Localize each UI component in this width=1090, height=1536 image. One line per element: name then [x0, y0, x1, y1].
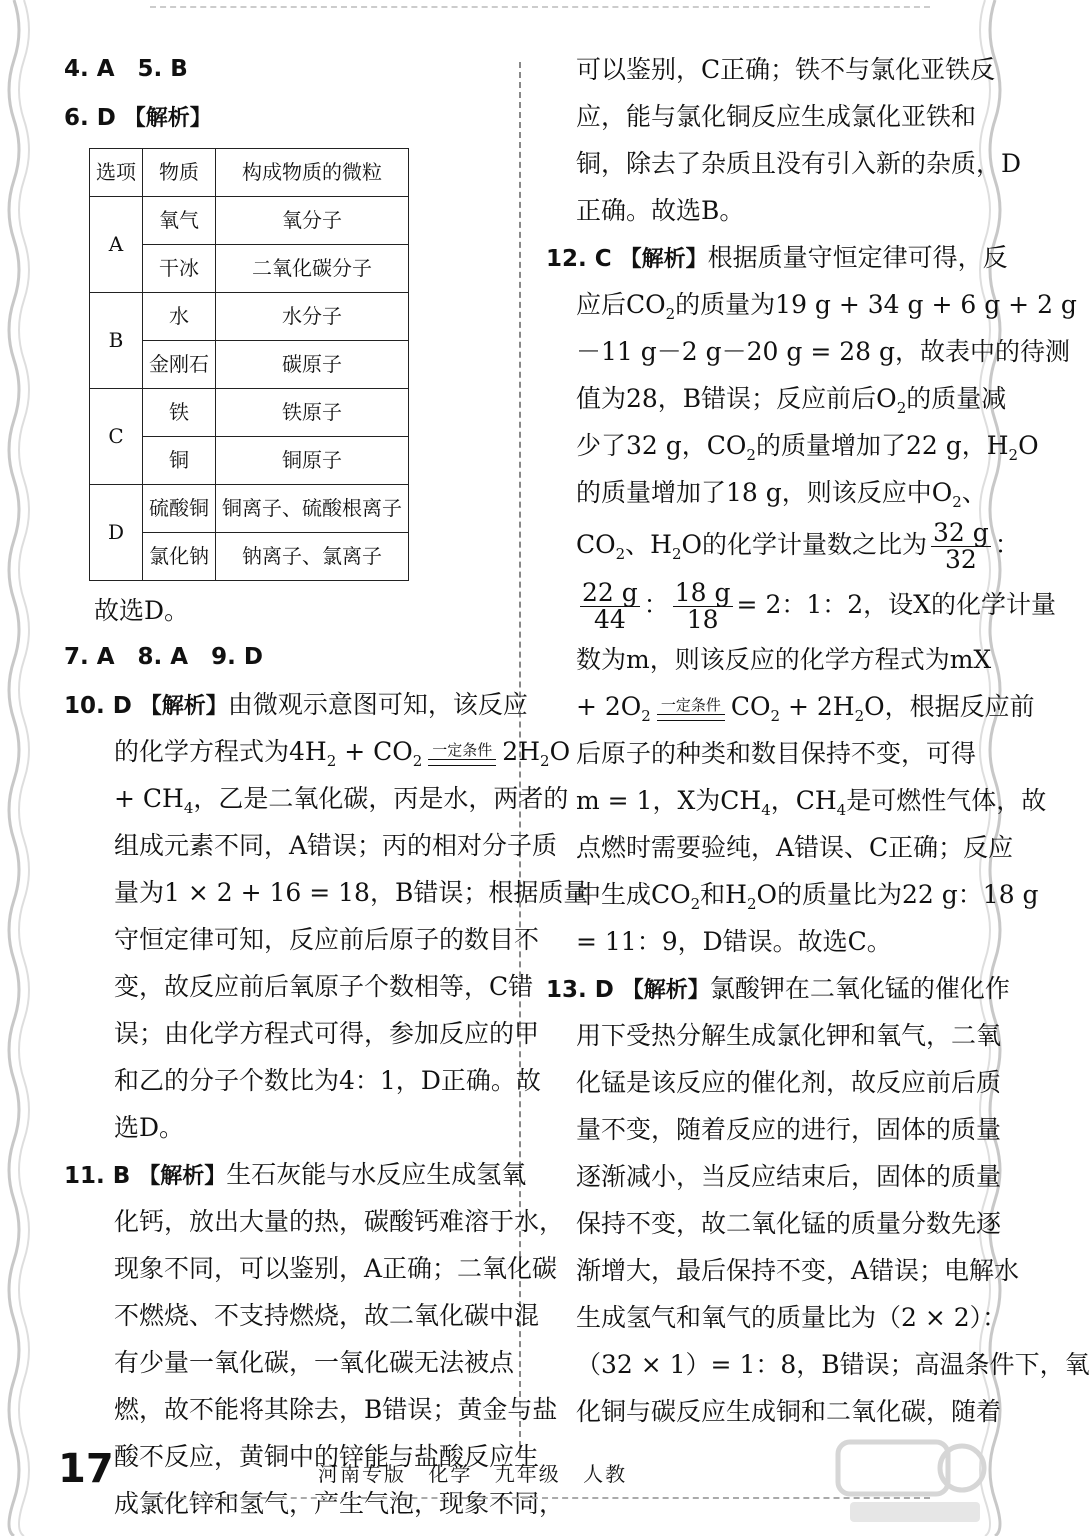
question-13-body — [546, 1012, 1090, 1435]
ratio-colon: ： — [643, 590, 669, 619]
equals-sign — [428, 759, 496, 766]
ratio-line — [546, 516, 1020, 574]
text-line: 用下受热分解生成氯化钾和氧气，二氧 — [576, 1021, 1002, 1050]
text-part: O的化学计量数之比为 — [681, 530, 928, 559]
text-part: 的质量增加了18 g，则该反应中O — [576, 478, 953, 507]
text-line: 有少量一氧化碳，一氧化碳无法被点 — [114, 1348, 515, 1377]
table-cell: 水分子 — [216, 293, 409, 341]
text-part: 的质量为19 g + 34 g + 6 g + 2 g — [675, 290, 1077, 319]
analysis-text: 氯酸钾在二氧化锰的催化作 — [709, 974, 1010, 1003]
table-cell: 铜原子 — [216, 437, 409, 485]
table-cell: 铁原子 — [216, 389, 409, 437]
text-part: 、H — [625, 530, 672, 559]
text-line — [546, 422, 1039, 469]
table-cell: 碳原子 — [216, 341, 409, 389]
subscript: 2 — [671, 545, 682, 563]
text-line: 成氯化锌和氢气，产生气泡，现象不同， — [114, 1489, 565, 1518]
text-part: 的质量增加了22 g，H — [755, 431, 1009, 460]
subscript: 2 — [746, 895, 757, 913]
text-line: 后原子的种类和数目保持不变，可得 — [576, 739, 977, 768]
question-number: 10. D — [64, 693, 132, 719]
text-part: O的质量比为22 g：18 g — [756, 880, 1039, 909]
table-cell: 硫酸铜 — [143, 485, 216, 533]
equation-part: 的化学方程式为4H — [114, 737, 327, 766]
text-line: 保持不变，故二氧化锰的质量分数先逐 — [576, 1209, 1002, 1238]
equation-part: + CO — [336, 737, 413, 766]
analysis-text: 生石灰能与水反应生成氢氧 — [226, 1160, 527, 1189]
text-part: 少了32 g，CO — [576, 431, 747, 460]
text-line: 组成元素不同，A错误；丙的相对分子质 — [114, 831, 558, 860]
question-11-continued — [546, 46, 1022, 234]
text-line: 现象不同，可以鉴别，A正确；二氧化碳 — [114, 1254, 558, 1283]
reaction-condition — [428, 741, 496, 766]
subscript: 2 — [665, 305, 676, 323]
table-row — [90, 485, 409, 533]
text-line: 酸不反应，黄铜中的锌能与盐酸反应生 — [114, 1442, 540, 1471]
question-number: 11. B — [64, 1163, 131, 1189]
text-part: = 2：1：2，设X的化学计量 — [736, 590, 1056, 619]
text-part: 中生成CO — [576, 880, 691, 909]
text-line: 化铜与碳反应生成铜和二氧化碳，随着 — [576, 1397, 1002, 1426]
subscript: 2 — [896, 399, 907, 417]
text-line: 应，能与氯化铜反应生成氯化亚铁和 — [576, 102, 977, 131]
subscript: 2 — [326, 752, 337, 770]
denominator: 44 — [593, 605, 626, 634]
subscript: 2 — [854, 707, 865, 725]
table-header-cell: 选项 — [90, 149, 143, 197]
subscript: 2 — [770, 707, 781, 725]
ratio-colon: ： — [994, 530, 1020, 559]
denominator: 18 — [686, 605, 719, 634]
text-line — [546, 375, 1007, 422]
equation-line — [64, 728, 571, 775]
numerator: 18 g — [674, 578, 731, 607]
text-part: 的质量减 — [906, 384, 1007, 413]
question-12-header — [546, 234, 1008, 281]
denominator: 32 — [945, 545, 977, 574]
analysis-text: 由微观示意图可知，该反应 — [227, 690, 528, 719]
particle-table — [89, 148, 409, 581]
text-part: CO — [576, 530, 616, 559]
text-line: 守恒定律可知，反应前后原子的数目不 — [114, 925, 540, 954]
question-11-header — [64, 1151, 527, 1198]
right-column — [546, 46, 1090, 1435]
text-part: O — [1018, 431, 1039, 460]
text-line: 量为1 × 2 + 16 = 18，B错误；根据质量 — [114, 878, 589, 907]
text-line: 渐增大，最后保持不变，A错误；电解水 — [576, 1256, 1020, 1285]
text-line: 燃，故不能将其除去，B错误；黄金与盐 — [114, 1395, 558, 1424]
text-line: 误；由化学方程式可得，参加反应的甲 — [114, 1019, 540, 1048]
condition-text: 一定条件 — [660, 696, 721, 714]
text-line: 化锰是该反应的催化剂，故反应前后质 — [576, 1068, 1002, 1097]
table-option-cell: A — [90, 197, 143, 293]
table-header-row — [90, 149, 409, 197]
question-number: 12. C — [546, 246, 612, 272]
question-number: 13. D — [546, 977, 614, 1003]
subscript: 2 — [952, 493, 962, 511]
text-line: 和乙的分子个数比为4：1，D正确。故 — [114, 1066, 541, 1095]
text-part: m = 1，X为CH — [576, 786, 762, 815]
question-6-conclusion: 故选D。 — [94, 596, 190, 625]
table-option-cell: D — [90, 485, 143, 581]
text-line: 铜，除去了杂质且没有引入新的杂质，D — [576, 149, 1022, 178]
equation-line — [546, 683, 1035, 730]
table-row — [90, 389, 409, 437]
subscript: 2 — [540, 752, 550, 770]
table-row — [90, 197, 409, 245]
text-line — [546, 871, 1039, 918]
fraction-18g-18 — [673, 580, 733, 633]
table-cell: 钠离子、氯离子 — [216, 533, 409, 581]
table-cell: 干冰 — [143, 245, 216, 293]
text-part: + 2H — [780, 692, 855, 721]
text-line: －11 g－2 g－20 g = 28 g，故表中的待测 — [576, 337, 1070, 366]
text-line: 不燃烧、不支持燃烧，故二氧化碳中混 — [114, 1301, 540, 1330]
text-part: ，CH — [770, 786, 837, 815]
analysis-tag: 【解析】 — [138, 1164, 227, 1189]
numerator: 32 g — [933, 518, 989, 547]
text-line — [546, 281, 1077, 328]
text-line: 逐渐减小，当反应结束后，固体的质量 — [576, 1162, 1002, 1191]
answers-7-9: 7. A 8. A 9. D — [64, 644, 263, 670]
text-part: 值为28，B错误；反应前后O — [576, 384, 897, 413]
subscript: 2 — [641, 707, 651, 725]
table-cell: 金刚石 — [143, 341, 216, 389]
text-part: 应后CO — [576, 290, 666, 319]
table-header-cell: 物质 — [143, 149, 216, 197]
text-part: 、 — [961, 478, 987, 507]
text-line — [64, 775, 569, 822]
table-option-cell: C — [90, 389, 143, 485]
table-cell: 铜 — [143, 437, 216, 485]
text-part: ，乙是二氧化碳，丙是水，两者的 — [193, 784, 569, 813]
text-line: 点燃时需要验纯，A错误、C正确；反应 — [576, 833, 1014, 862]
table-cell: 铁 — [143, 389, 216, 437]
text-part: + CH — [114, 784, 184, 813]
equals-sign — [657, 714, 725, 721]
equation-part: 2H — [502, 737, 541, 766]
subscript: 2 — [1008, 446, 1019, 464]
condition-text: 一定条件 — [432, 741, 493, 759]
analysis-tag: 【解析】 — [621, 978, 710, 1003]
answers-4-5: 4. A 5. B — [64, 56, 188, 82]
text-part: CO — [730, 692, 771, 721]
text-line — [546, 777, 1047, 824]
subscript: 2 — [690, 895, 701, 913]
table-cell: 氧气 — [143, 197, 216, 245]
particle-table-body — [90, 149, 409, 581]
subscript: 4 — [836, 801, 847, 819]
subscript: 2 — [412, 752, 423, 770]
text-line: 选D。 — [114, 1113, 185, 1142]
fraction-22g-44 — [580, 580, 640, 633]
table-row — [90, 293, 409, 341]
subscript: 2 — [746, 446, 756, 464]
reaction-condition — [657, 696, 725, 721]
top-border-line — [150, 6, 930, 8]
equation-part: O — [549, 737, 571, 766]
subscript: 4 — [761, 801, 771, 819]
text-part: O，根据反应前 — [864, 692, 1035, 721]
text-line: （32 × 1）= 1：8，B错误；高温条件下，氧 — [576, 1350, 1090, 1379]
text-line: = 11：9，D错误。故选C。 — [576, 927, 892, 956]
text-line: 可以鉴别，C正确；铁不与氯化亚铁反 — [576, 55, 996, 84]
table-cell: 水 — [143, 293, 216, 341]
watermark-stamp-icon — [830, 1432, 990, 1532]
subscript: 4 — [183, 799, 194, 817]
table-option-cell: B — [90, 293, 143, 389]
text-line: 生成氢气和氧气的质量比为（2 × 2）： — [576, 1303, 1008, 1332]
table-cell: 二氧化碳分子 — [216, 245, 409, 293]
text-line: 化钙，放出大量的热，碳酸钙难溶于水， — [114, 1207, 565, 1236]
footer-text: 河南专版 化学 九年级 人教 — [318, 1462, 628, 1486]
text-line: 量不变，随着反应的进行，固体的质量 — [576, 1115, 1002, 1144]
analysis-tag: 【解析】 — [139, 694, 228, 719]
page-footer — [58, 1446, 958, 1496]
analysis-text: 根据质量守恒定律可得，反 — [707, 243, 1008, 272]
text-line: 正确。故选B。 — [576, 196, 745, 225]
fraction-32g-32 — [931, 520, 991, 573]
page-number: 17 — [58, 1446, 114, 1492]
question-6-header — [64, 93, 504, 140]
question-13-header — [546, 965, 1010, 1012]
text-part: + 2O — [576, 692, 642, 721]
text-line: 变，故反应前后氧原子个数相等，C错 — [114, 972, 534, 1001]
left-wave-border — [0, 0, 40, 1536]
subscript: 2 — [615, 545, 626, 563]
question-number: 6. D — [64, 105, 116, 131]
text-line — [546, 469, 987, 516]
text-part: 和H — [700, 880, 747, 909]
analysis-tag: 【解析】 — [123, 106, 212, 131]
table-cell: 铜离子、硫酸根离子 — [216, 485, 409, 533]
analysis-tag: 【解析】 — [619, 247, 708, 272]
table-header-cell: 构成物质的微粒 — [216, 149, 409, 197]
table-cell: 氧分子 — [216, 197, 409, 245]
question-10-header — [64, 681, 528, 728]
ratio-line — [546, 574, 1056, 636]
text-line: 数为m，则该反应的化学方程式为mX — [576, 645, 992, 674]
numerator: 22 g — [582, 578, 638, 607]
text-part: 是可燃性气体，故 — [846, 786, 1047, 815]
bottom-border-line — [150, 1497, 930, 1499]
table-cell: 氯化钠 — [143, 533, 216, 581]
